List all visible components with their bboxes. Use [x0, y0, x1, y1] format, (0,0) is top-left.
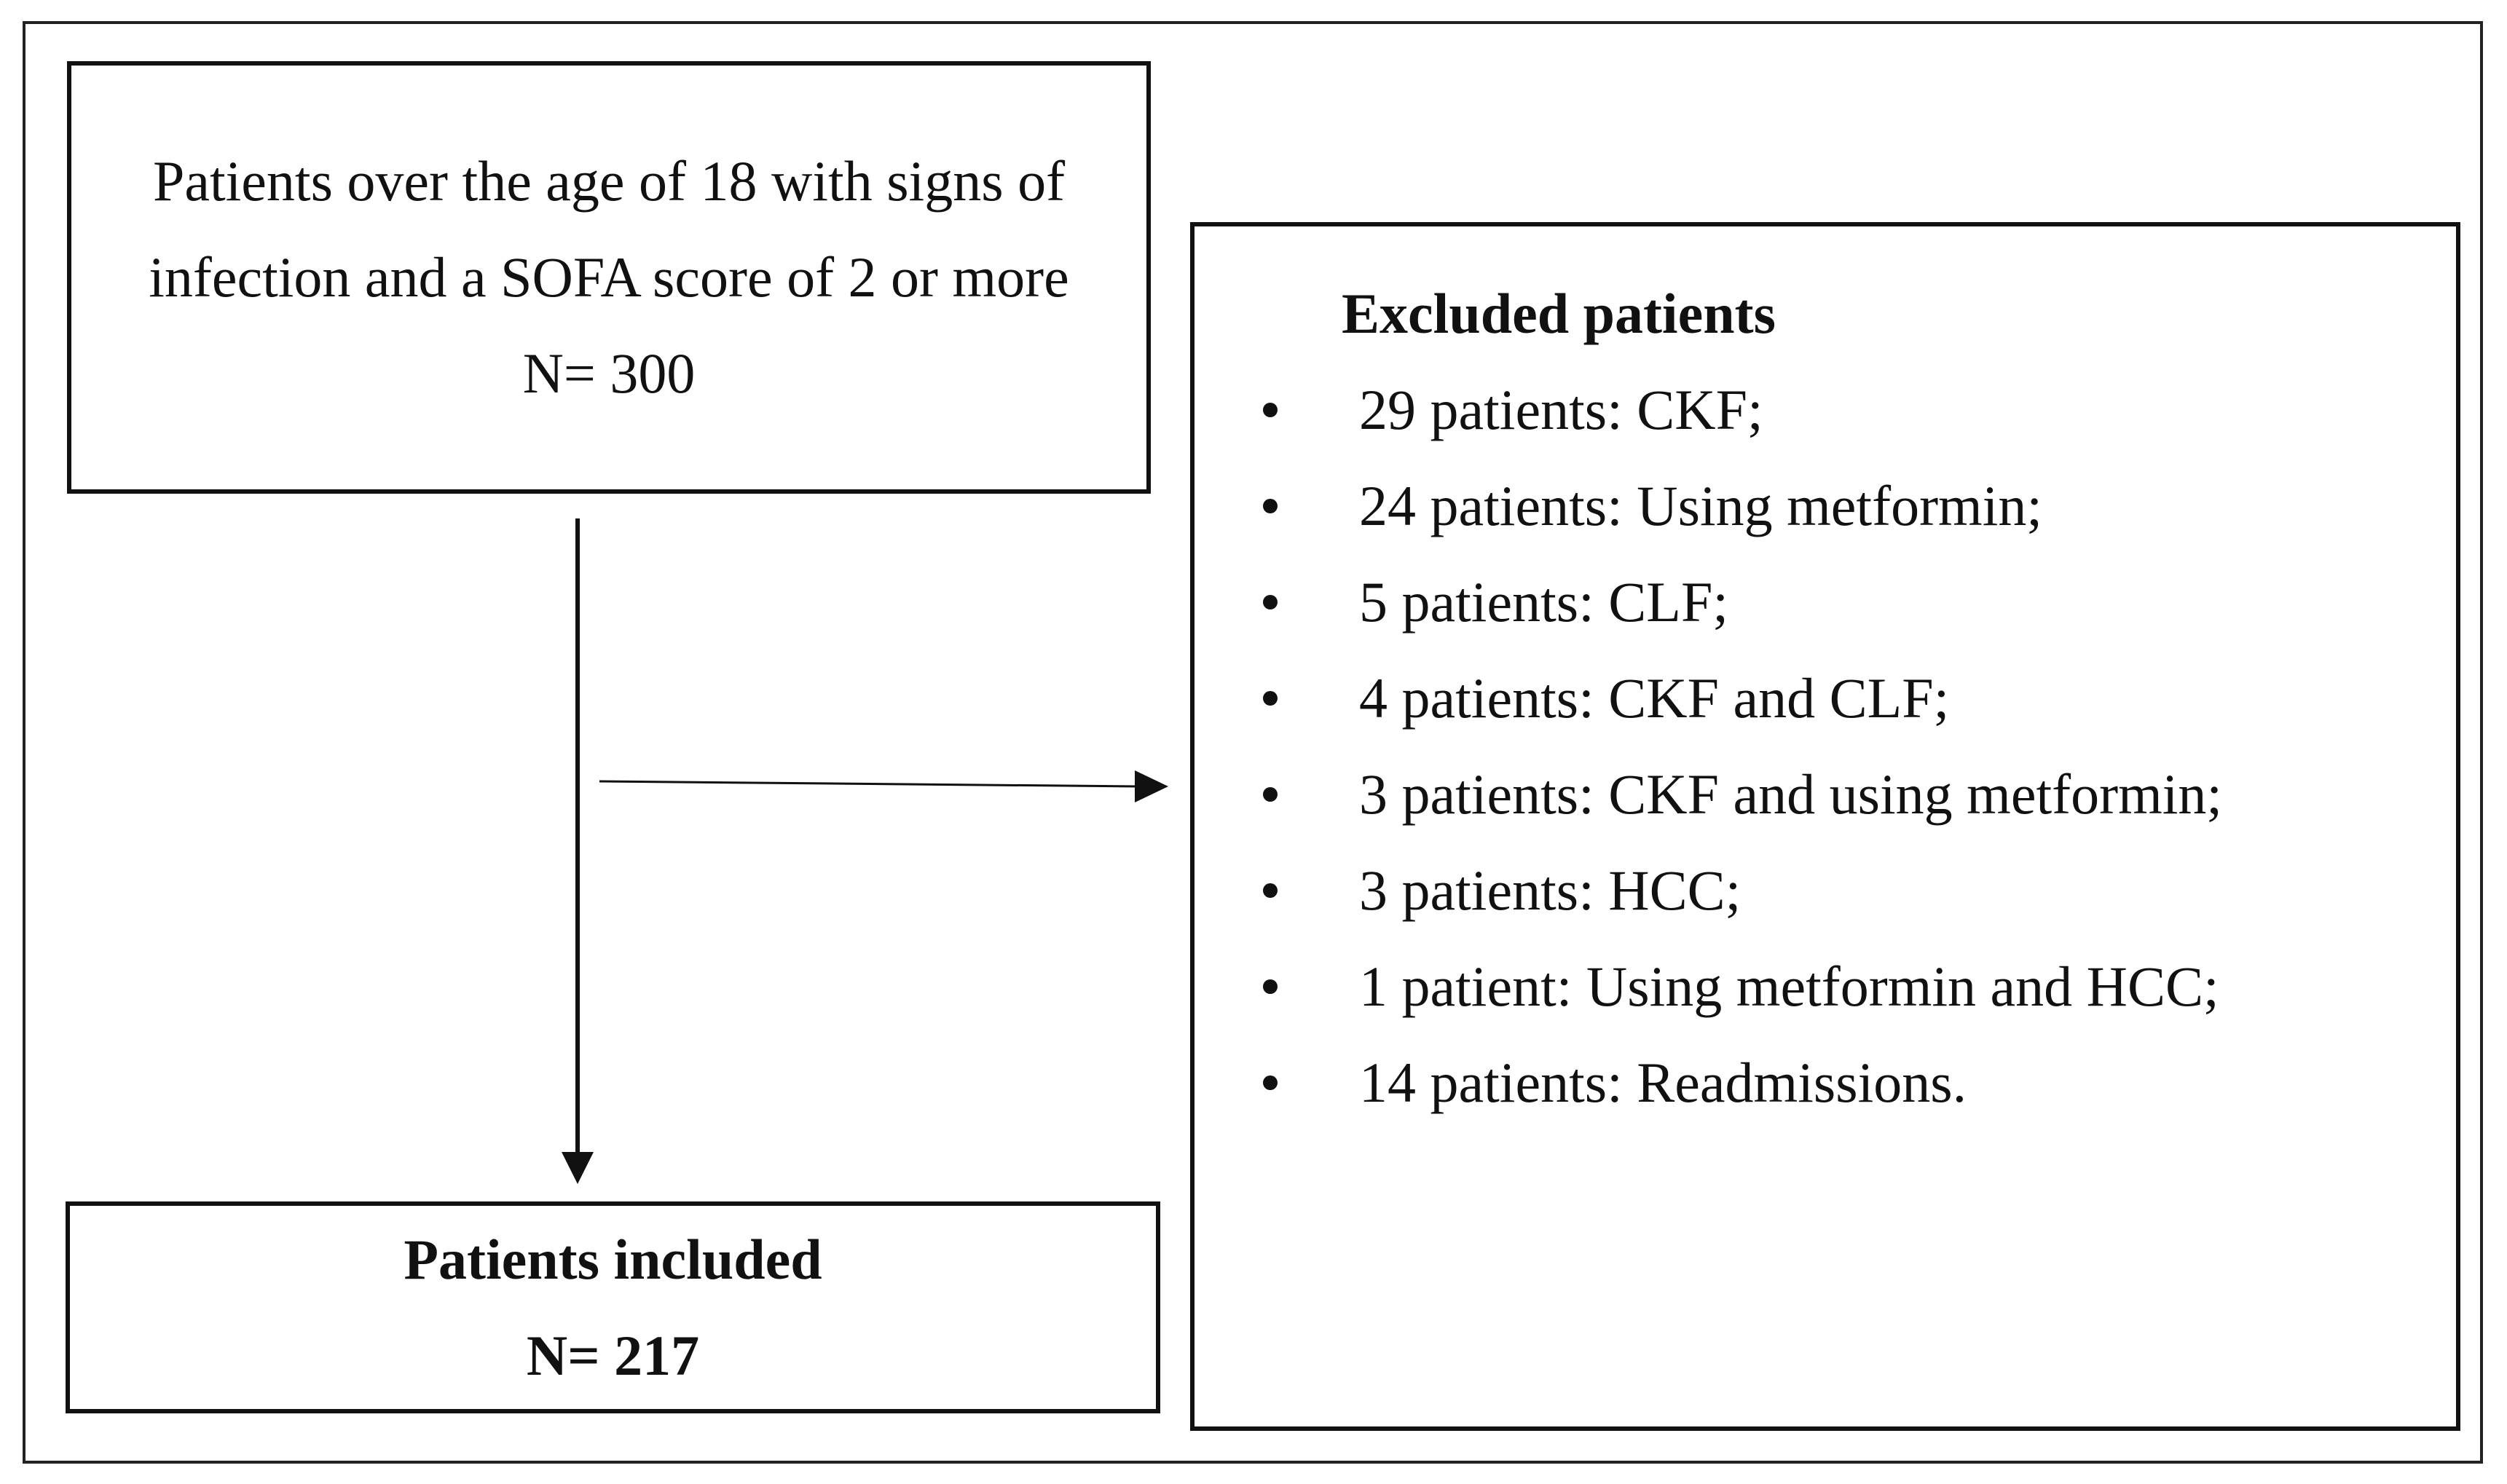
eligible-patients-count: N= 300	[522, 342, 696, 405]
bullet-icon	[1263, 787, 1278, 802]
exclusion-item	[1195, 554, 2456, 650]
exclusion-item-text: 3 patients: CKF and using metformin;	[1359, 762, 2223, 826]
exclusion-item-text: 29 patients: CKF;	[1359, 378, 1763, 441]
eligible-patients-description: Patients over the age of 18 with signs of infection and a SOFA score of 2 or more	[149, 149, 1069, 309]
included-patients-box	[66, 1201, 1160, 1413]
exclusion-list	[1195, 362, 2456, 1131]
exclusion-item-text: 14 patients: Readmissions.	[1359, 1051, 1967, 1114]
exclusion-item	[1195, 1035, 2456, 1131]
exclusion-item-text: 5 patients: CLF;	[1359, 570, 1728, 634]
bullet-icon	[1263, 691, 1278, 706]
exclusion-item	[1195, 650, 2456, 746]
bullet-icon	[1263, 979, 1278, 994]
included-patients-title: Patients included	[404, 1227, 822, 1291]
bullet-icon	[1263, 1075, 1278, 1090]
bullet-icon	[1263, 883, 1278, 898]
exclusion-item-text: 4 patients: CKF and CLF;	[1359, 666, 1950, 730]
excluded-patients-heading: Excluded patients	[1342, 282, 1776, 345]
bullet-icon	[1263, 403, 1278, 417]
exclusion-item-text: 24 patients: Using metformin;	[1359, 474, 2043, 537]
exclusion-item	[1195, 362, 2456, 458]
exclusion-item	[1195, 939, 2456, 1035]
bullet-icon	[1263, 595, 1278, 609]
exclusion-item	[1195, 746, 2456, 842]
excluded-patients-box	[1190, 222, 2460, 1431]
exclusion-item-text: 3 patients: HCC;	[1359, 859, 1741, 922]
exclusion-item-text: 1 patient: Using metformin and HCC;	[1359, 955, 2219, 1018]
exclusion-item	[1195, 458, 2456, 554]
eligible-patients-box	[67, 61, 1151, 494]
bullet-icon	[1263, 499, 1278, 513]
included-patients-count: N= 217	[526, 1323, 700, 1387]
exclusion-item	[1195, 842, 2456, 939]
